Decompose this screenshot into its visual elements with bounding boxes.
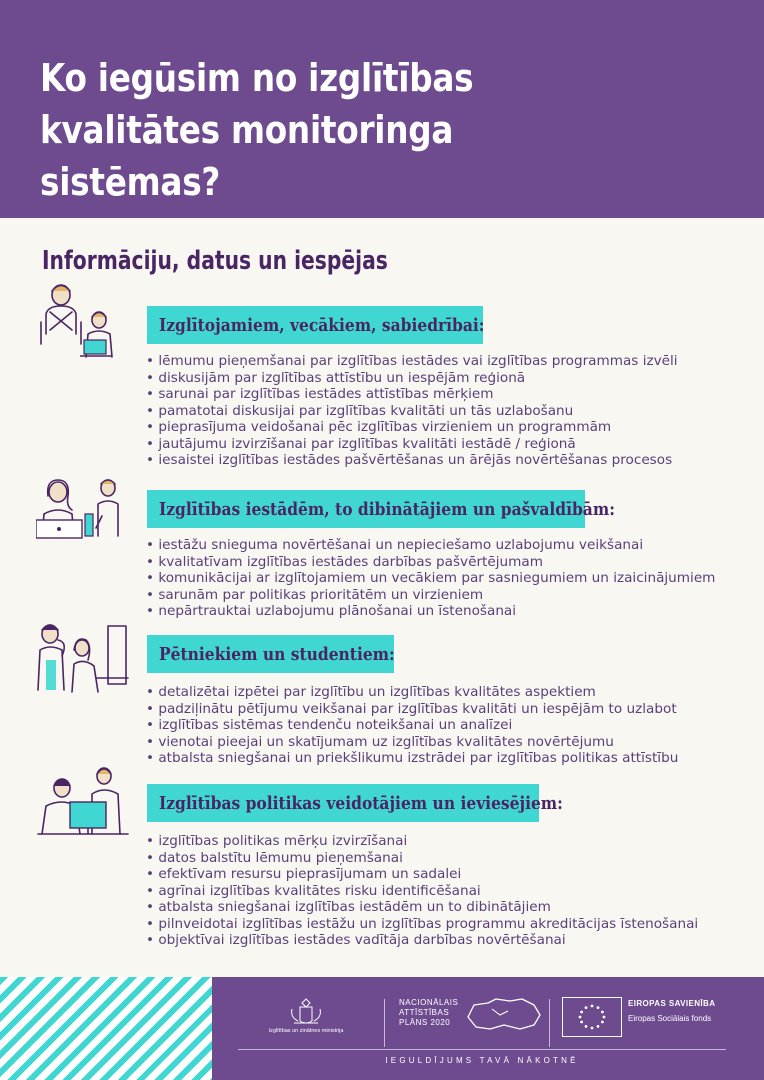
section-heading-3: Pētniekiem un studentiem:: [147, 635, 394, 673]
list-item: • iesaistei izglītības iestādes pašvērtēšanas un ārējās novērtēšanas procesos: [146, 452, 678, 469]
list-item: • lēmumu pieņemšanai par izglītības iestādes vai izglītības programmas izvēli: [146, 353, 678, 370]
list-item: • sarunām par politikas prioritātēm un virzieniem: [146, 587, 715, 604]
title-line-2: kvalitātes monitoringa sistēmas?: [40, 108, 454, 204]
list-item: • padziļinātu pētījumu veikšanai par izglītības kvalitāti un iespējām to uzlabot: [146, 701, 678, 718]
list-item: • pamatotai diskusijai par izglītības kvalitāti un tās uzlabošanu: [146, 403, 678, 420]
list-item: • sarunai par izglītības iestādes attīstības mērķiem: [146, 386, 678, 403]
list-item: • atbalsta sniegšanai izglītības iestādēm un to dibinātājiem: [146, 899, 698, 916]
list-item: • komunikācijai ar izglītojamiem un vecākiem par sasniegumiem un izaicinājumiem: [146, 570, 715, 587]
header-banner: [0, 0, 764, 218]
ministry-crest-icon: [288, 995, 324, 1027]
tagline: IEGULDĪJUMS TAVĀ NĀKOTNĒ: [385, 1056, 579, 1065]
list-item: • jautājumu izvirzīšanai par izglītības kvalitāti iestādē / reģionā: [146, 436, 678, 453]
ministry-label: Izglītības un zinātnes ministrija: [268, 1028, 344, 1034]
decorative-stripes: [0, 977, 212, 1080]
subtitle: Informāciju, datus un iespējas: [42, 246, 388, 276]
section-heading-4: Izglītības politikas veidotājiem un ieviesējiem:: [147, 784, 539, 822]
section-list-1: [146, 353, 678, 469]
list-item: • pieprasījuma veidošanai pēc izglītības virzieniem un programmām: [146, 419, 678, 436]
list-item: • nepārtrauktai uzlabojumu plānošanai un īstenošanai: [146, 603, 715, 620]
researchers-computer-illustration: [36, 620, 136, 700]
list-item: • izglītības politikas mērķu izvirzīšanai: [146, 833, 698, 850]
list-item: • efektīvam resursu pieprasījumam un sadalei: [146, 866, 698, 883]
section-list-3: [146, 684, 678, 767]
title-line-1: Ko iegūsim no izglītības: [40, 56, 474, 100]
list-item: • iestāžu snieguma novērtēšanai un nepieciešamo uzlabojumu veikšanai: [146, 537, 715, 554]
page-title: [40, 52, 642, 208]
eu-title: EIROPAS SAVIENĪBA: [628, 999, 716, 1008]
section-heading-2: Izglītības iestādēm, to dibinātājiem un pašvaldībām:: [147, 490, 585, 528]
footer-divider: [384, 999, 385, 1047]
list-item: • objektīvai izglītības iestādes vadītāja darbības novērtēšanai: [146, 932, 698, 949]
list-item: • datos balstītu lēmumu pieņemšanai: [146, 850, 698, 867]
footer-divider: [549, 999, 550, 1047]
list-item: • detalizētai izpētei par izglītību un izglītības kvalitātes aspektiem: [146, 684, 678, 701]
footer-rule: [238, 1049, 726, 1050]
nap-logo-text: NACIONĀLAIS ATTĪSTĪBAS PLĀNS 2020: [399, 998, 459, 1027]
section-list-2: [146, 537, 715, 620]
section-list-4: [146, 833, 698, 949]
list-item: • diskusijām par izglītības attīstību un iespējām reģionā: [146, 370, 678, 387]
latvia-map-icon: [464, 995, 544, 1033]
parent-child-laptop-illustration: [36, 282, 136, 362]
section-heading-1: Izglītojamiem, vecākiem, sabiedrībai:: [147, 306, 483, 344]
list-item: • izglītības sistēmas tendenču noteikšanai un analīzei: [146, 717, 678, 734]
policymakers-discussion-illustration: [36, 764, 136, 844]
list-item: • pilnveidotai izglītības iestāžu un izglītības programmu akreditācijas īstenošanai: [146, 916, 698, 933]
colleagues-meeting-illustration: [36, 476, 136, 556]
footer: [0, 977, 764, 1080]
list-item: • kvalitatīvam izglītības iestādes darbības pašvērtējumam: [146, 554, 715, 571]
list-item: • vienotai pieejai un skatījumam uz izglītības kvalitātes novērtējumu: [146, 734, 678, 751]
list-item: • agrīnai izglītības kvalitātes risku identificēšanai: [146, 883, 698, 900]
list-item: • atbalsta sniegšanai un priekšlikumu izstrādei par izglītības politikas attīstību: [146, 750, 678, 767]
eu-subtitle: Eiropas Sociālais fonds: [628, 1014, 712, 1023]
eu-flag-icon: [562, 997, 622, 1037]
